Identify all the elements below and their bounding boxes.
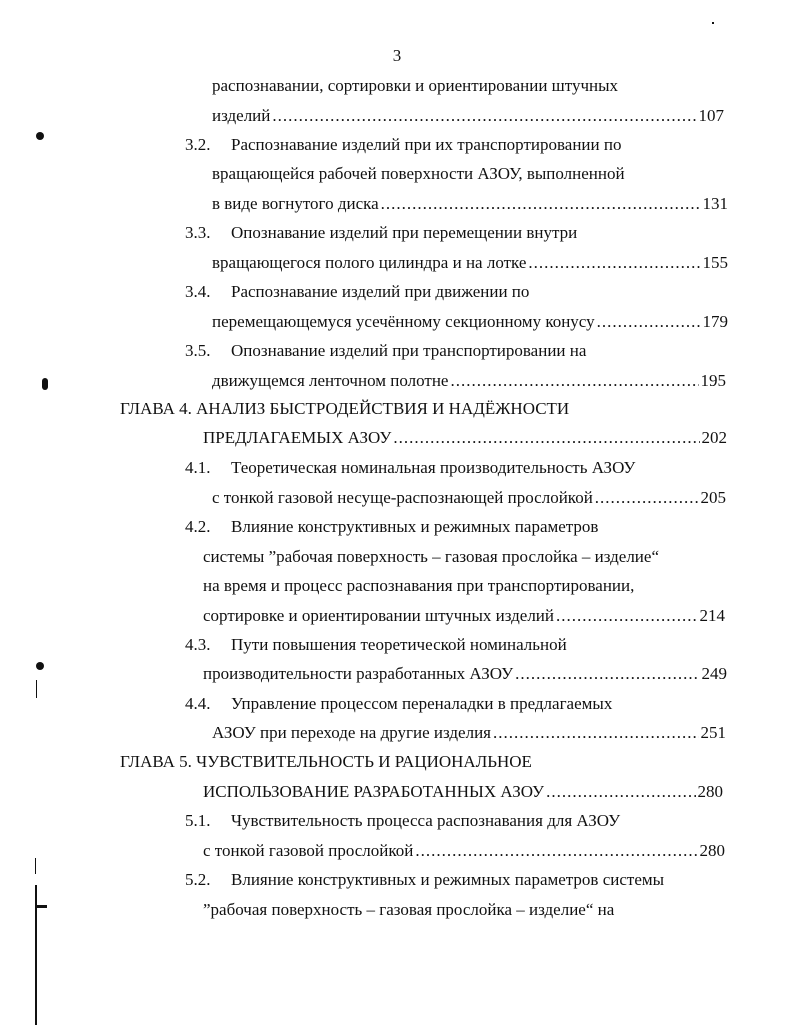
toc-entry [203,841,725,861]
toc-page-number: 202 [701,428,727,447]
toc-leader-dots [556,606,697,626]
scan-edge-line [36,680,37,698]
chapter-heading: ГЛАВА 4. АНАЛИЗ БЫСТРОДЕЙСТВИЯ И НАДЁЖНОСТИ [120,399,570,418]
scan-hole-mark [36,662,44,670]
toc-leader-dots [272,106,696,126]
toc-entry-title: в виде вогнутого диска [212,194,379,213]
toc-entry-title: ИСПОЛЬЗОВАНИЕ РАЗРАБОТАННЫХ АЗОУ [203,782,545,801]
toc-entry-title: вращающегося полого цилиндра и на лотке [212,253,527,272]
toc-leader-dots [597,312,701,332]
toc-page-number: 179 [702,312,728,331]
toc-page-number: 280 [699,841,725,860]
section-number: 3.5. [185,341,211,360]
toc-page-number: 214 [699,606,725,625]
toc-section-heading [185,282,529,302]
toc-entry-title: изделий [212,106,271,125]
toc-text-line: вращающейся рабочей поверхности АЗОУ, выполненной [212,164,625,183]
toc-page-number: 107 [698,106,724,125]
section-number: 4.1. [185,458,211,477]
scan-edge-mark [37,905,47,908]
toc-entry-title: сортировке и ориентировании штучных изделий [203,606,555,625]
toc-page-number: 280 [697,782,723,801]
scan-hole-mark [36,132,44,140]
section-title: Чувствительность процесса распознавания для АЗОУ [231,811,621,830]
section-title: Влияние конструктивных и режимных параметров системы [231,870,665,889]
toc-section-heading [185,517,598,537]
section-title: Распознавание изделий при их транспортировании по [231,135,622,154]
toc-leader-dots [546,782,695,802]
toc-page-number: 249 [701,664,727,683]
toc-section-heading [185,811,620,831]
toc-entry [212,253,728,273]
toc-leader-dots [493,723,699,743]
toc-entry [212,723,726,743]
toc-entry [203,664,727,684]
toc-text-line: ”рабочая поверхность – газовая прослойка – изделие“ на [203,900,615,919]
toc-entry-title: ПРЕДЛАГАЕМЫХ АЗОУ [203,428,392,447]
toc-entry-title: с тонкой газовой прослойкой [203,841,414,860]
toc-leader-dots [450,371,698,391]
section-title: Теоретическая номинальная производительность АЗОУ [231,458,636,477]
section-number: 3.3. [185,223,211,242]
section-number: 4.4. [185,694,211,713]
section-title: Влияние конструктивных и режимных параметров [231,517,599,536]
toc-page-number: 155 [702,253,728,272]
toc-entry [212,371,726,391]
toc-section-heading [185,135,621,155]
section-number: 4.3. [185,635,211,654]
toc-section-heading [185,635,567,655]
section-number: 3.4. [185,282,211,301]
toc-text-line: системы ”рабочая поверхность – газовая прослойка – изделие“ [203,547,659,566]
toc-entry-title: перемещающемуся усечённому секционному конусу [212,312,595,331]
scan-dot [712,22,714,24]
toc-page-number: 205 [700,488,726,507]
toc-entry-title: АЗОУ при переходе на другие изделия [212,723,491,742]
section-title: Управление процессом переналадки в предлагаемых [231,694,613,713]
toc-entry [212,194,728,214]
section-number: 4.2. [185,517,211,536]
toc-entry [212,488,726,508]
section-title: Распознавание изделий при движении по [231,282,530,301]
chapter-heading: ГЛАВА 5. ЧУВСТВИТЕЛЬНОСТЬ И РАЦИОНАЛЬНОЕ [120,752,532,771]
toc-leader-dots [595,488,699,508]
toc-section-heading [185,870,664,890]
section-title: Опознавание изделий при транспортировании на [231,341,587,360]
toc-section-heading [185,341,586,361]
scan-edge-line [35,858,36,874]
page-number: 3 [392,46,402,65]
toc-entry-title: с тонкой газовой несуще-распознающей прослойкой [212,488,593,507]
toc-leader-dots [415,841,697,861]
toc-entry [212,106,724,126]
toc-entry [203,782,723,802]
toc-text-line: распознавании, сортировки и ориентировании штучных [212,76,619,95]
toc-page-number: 131 [702,194,728,213]
section-number: 3.2. [185,135,211,154]
toc-page-number: 251 [700,723,726,742]
toc-text-line: на время и процесс распознавания при транспортировании, [203,576,635,595]
toc-entry [203,428,727,448]
section-number: 5.1. [185,811,211,830]
toc-section-heading [185,458,635,478]
toc-leader-dots [381,194,701,214]
scan-hole-mark [42,378,48,390]
toc-leader-dots [528,253,700,273]
toc-entry [203,606,725,626]
toc-section-heading [185,694,612,714]
toc-entry-title: движущемся ленточном полотне [212,371,449,390]
toc-entry [212,312,728,332]
toc-page-number: 195 [700,371,726,390]
toc-section-heading [185,223,577,243]
toc-leader-dots [515,664,699,684]
toc-leader-dots [393,428,699,448]
section-title: Опознавание изделий при перемещении внутри [231,223,578,242]
section-number: 5.2. [185,870,211,889]
toc-entry-title: производительности разработанных АЗОУ [203,664,514,683]
section-title: Пути повышения теоретической номинальной [231,635,567,654]
